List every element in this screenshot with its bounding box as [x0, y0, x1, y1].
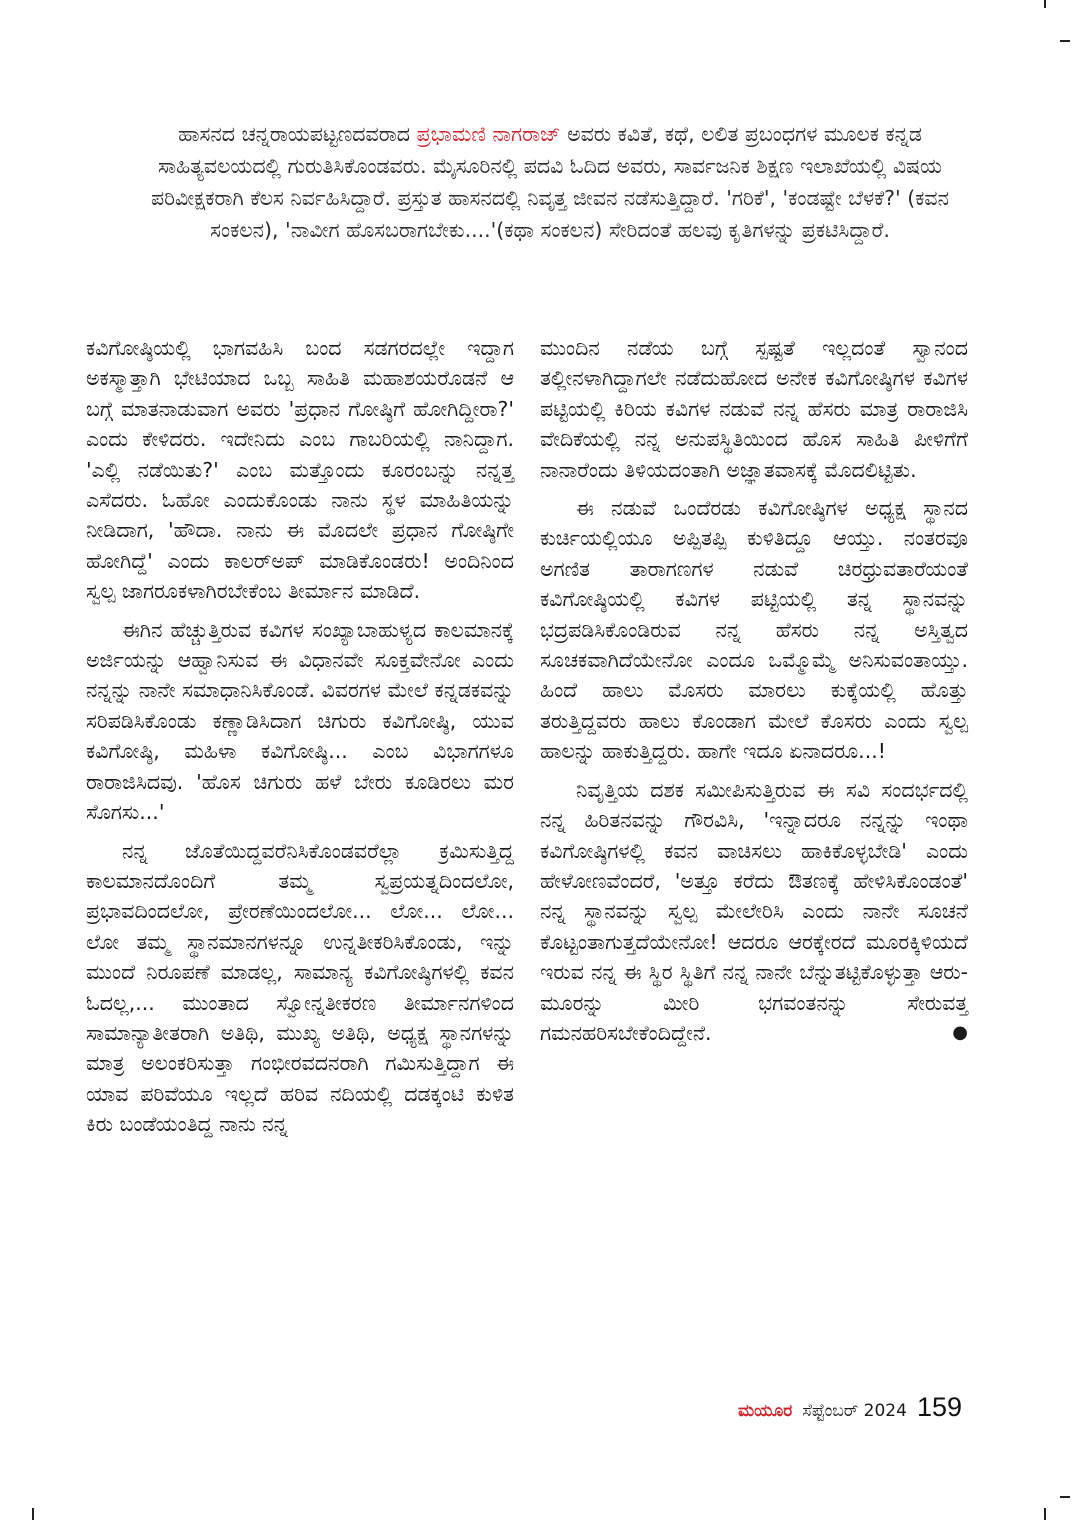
page-number: 159	[916, 1392, 962, 1422]
author-name: ಪ್ರಭಾಮಣಿ ನಾಗರಾಜ್	[416, 122, 561, 146]
paragraph: ಈಗಿನ ಹೆಚ್ಚುತ್ತಿರುವ ಕವಿಗಳ ಸಂಖ್ಯಾಬಾಹುಳ್ಯದ ಕಾಲಮಾನಕ್ಕೆ ಅರ್ಜಿಯನ್ನು ಆಹ್ವಾನಿಸುವ ಈ ವಿಧಾನವೇ ಸೂಕ್ತವೇನೋ ಎಂದು ನನ್ನನ್ನು ನಾನೇ ಸಮಾಧಾನಿಸಿಕೊಂಡೆ. ವಿವರಗಳ ಮೇಲೆ ಕನ್ನಡಕವನ್ನು ಸರಿಪಡಿಸಿಕೊಂಡು ಕಣ್ಣಾಡಿಸಿದಾಗ ಚಿಗುರು ಕವಿಗೋಷ್ಠಿ, ಯುವ ಕವಿಗೋಷ್ಠಿ, ಮಹಿಳಾ ಕವಿಗೋಷ್ಠಿ... ಎಂಬ ವಿಭಾಗಗಳೂ ರಾರಾಜಿಸಿದವು. 'ಹೊಸ ಚಿಗುರು ಹಳೆ ಬೇರು ಕೂಡಿರಲು ಮರ ಸೊಗಸು...'	[86, 617, 514, 825]
issue-date: ಸೆಪ್ಟೆಂಬರ್ 2024	[802, 1401, 907, 1421]
crop-mark-top-right	[1044, 0, 1046, 8]
crop-mark-right-upper	[1060, 40, 1070, 42]
crop-mark-bottom-left	[32, 1508, 34, 1520]
article-column-right	[540, 333, 968, 1056]
paragraph: ಮುಂದಿನ ನಡೆಯ ಬಗ್ಗೆ ಸ್ಪಷ್ಟತೆ ಇಲ್ಲದಂತೆ ಸ್ವಾನಂದ ತಲ್ಲೀನಳಾಗಿದ್ದಾಗಲೇ ನಡೆದುಹೋದ ಅನೇಕ ಕವಿಗೋಷ್ಠಿಗಳ ಕವಿಗಳ ಪಟ್ಟಿಯಲ್ಲಿ ಕಿರಿಯ ಕವಿಗಳ ನಡುವೆ ನನ್ನ ಹೆಸರು ಮಾತ್ರ ರಾರಾಜಿಸಿ ವೇದಿಕೆಯಲ್ಲಿ ನನ್ನ ಅನುಪಸ್ಥಿತಿಯಿಂದ ಹೊಸ ಸಾಹಿತಿ ಪೀಳಿಗೆಗೆ ನಾನಾರೆಂದು ತಿಳಿಯದಂತಾಗಿ ಅಜ್ಞಾತವಾಸಕ್ಕೆ ಮೊದಲಿಟ್ಟಿತು.	[540, 336, 968, 482]
paragraph: ಕವಿಗೋಷ್ಠಿಯಲ್ಲಿ ಭಾಗವಹಿಸಿ ಬಂದ ಸಡಗರದಲ್ಲೇ ಇದ್ದಾಗ ಅಕಸ್ಮಾತ್ತಾಗಿ ಭೇಟಿಯಾದ ಒಬ್ಬ ಸಾಹಿತಿ ಮಹಾಶಯರೊಡನೆ ಆ ಬಗ್ಗೆ ಮಾತನಾಡುವಾಗ ಅವರು 'ಪ್ರಧಾನ ಗೋಷ್ಠಿಗೆ ಹೋಗಿದ್ದೀರಾ?' ಎಂದು ಕೇಳಿದರು. ಇದೇನಿದು ಎಂಬ ಗಾಬರಿಯಲ್ಲಿ ನಾನಿದ್ದಾಗ. 'ಎಲ್ಲಿ ನಡೆಯಿತು?' ಎಂಬ ಮತ್ತೊಂದು ಕೂರಂಬನ್ನು ನನ್ನತ್ತ ಎಸೆದರು. ಓಹೋ ಎಂದುಕೊಂಡು ನಾನು ಸ್ಥಳ ಮಾಹಿತಿಯನ್ನು ನೀಡಿದಾಗ, 'ಹೌದಾ. ನಾನು ಈ ಮೊದಲೇ ಪ್ರಧಾನ ಗೋಷ್ಠಿಗೇ ಹೋಗಿದ್ದೆ' ಎಂದು ಕಾಲರ್‌ಅಪ್ ಮಾಡಿಕೊಂಡರು! ಅಂದಿನಿಂದ ಸ್ವಲ್ಪ ಜಾಗರೂಕಳಾಗಿರಬೇಕೆಂಬ ತೀರ್ಮಾನ ಮಾಡಿದೆ.	[86, 336, 514, 604]
crop-mark-bottom-right	[1044, 1508, 1046, 1520]
end-mark-icon: ●	[952, 1021, 968, 1043]
page-footer	[738, 1392, 962, 1423]
author-bio	[150, 118, 950, 246]
paragraph-final-text: ನಿವೃತ್ತಿಯ ದಶಕ ಸಮೀಪಿಸುತ್ತಿರುವ ಈ ಸವಿ ಸಂದರ್ಭದಲ್ಲಿ ನನ್ನ ಹಿರಿತನವನ್ನು ಗೌರವಿಸಿ, 'ಇನ್ನಾದರೂ ನನ್ನನ್ನು ಇಂಥಾ ಕವಿಗೋಷ್ಠಿಗಳಲ್ಲಿ ಕವನ ವಾಚಿಸಲು ಹಾಕಿಕೊಳ್ಳಬೇಡಿ' ಎಂದು ಹೇಳೋಣವೆಂದರೆ, 'ಅತ್ತೂ ಕರೆದು ಔತಣಕ್ಕೆ ಹೇಳಿಸಿಕೊಂಡಂತೆ' ನನ್ನ ಸ್ಥಾನವನ್ನು ಸ್ವಲ್ಪ ಮೇಲೇರಿಸಿ ಎಂದು ನಾನೇ ಸೂಚನೆ ಕೊಟ್ಟಂತಾಗುತ್ತದೆಯೇನೋ! ಆದರೂ ಆರಕ್ಕೇರದೆ ಮೂರಕ್ಕಿಳಿಯದೆ ಇರುವ ನನ್ನ ಈ ಸ್ಥಿರ ಸ್ಥಿತಿಗೆ ನನ್ನ ನಾನೇ ಬೆನ್ನುತಟ್ಟಿಕೊಳ್ಳುತ್ತಾ ಆರು-ಮೂರನ್ನು ಮೀರಿ ಭಗವಂತನನ್ನು ಸೇರುವತ್ತ ಗಮನಹರಿಸಬೇಕೆಂದಿದ್ದೇನೆ.	[540, 777, 968, 1045]
author-bio-before: ಹಾಸನದ ಚನ್ನರಾಯಪಟ್ಟಣದವರಾದ	[178, 122, 417, 146]
paragraph: ಈ ನಡುವೆ ಒಂದೆರಡು ಕವಿಗೋಷ್ಠಿಗಳ ಅಧ್ಯಕ್ಷ ಸ್ಥಾನದ ಕುರ್ಚಿಯಲ್ಲಿಯೂ ಅಪ್ಪಿತಪ್ಪಿ ಕುಳಿತಿದ್ದೂ ಆಯ್ತು. ನಂತರವೂ ಅಗಣಿತ ತಾರಾಗಣಗಳ ನಡುವೆ ಚಿರಧ್ರುವತಾರೆಯಂತೆ ಕವಿಗೋಷ್ಠಿಯಲ್ಲಿ ಕವಿಗಳ ಪಟ್ಟಿಯಲ್ಲಿ ತನ್ನ ಸ್ಥಾನವನ್ನು ಭದ್ರಪಡಿಸಿಕೊಂಡಿರುವ ನನ್ನ ಹೆಸರು ನನ್ನ ಅಸ್ತಿತ್ವದ ಸೂಚಕವಾಗಿದೆಯೇನೋ ಎಂದೂ ಒಮ್ಮೊಮ್ಮೆ ಅನಿಸುವಂತಾಯ್ತು. ಹಿಂದೆ ಹಾಲು ಮೊಸರು ಮಾರಲು ಕುಕ್ಕೆಯಲ್ಲಿ ಹೊತ್ತು ತರುತ್ತಿದ್ದವರು ಹಾಲು ಕೊಂಡಾಗ ಮೇಲೆ ಕೊಸರು ಎಂದು ಸ್ವಲ್ಪ ಹಾಲನ್ನು ಹಾಕುತ್ತಿದ್ದರು. ಹಾಗೇ ಇದೂ ಏನಾದರೂ...!	[540, 496, 968, 764]
article-column-left	[86, 333, 514, 1148]
crop-mark-right-lower	[1060, 1496, 1070, 1498]
paragraph-final	[540, 775, 968, 1049]
paragraph: ನನ್ನ ಜೊತೆಯಿದ್ದವರೆನಿಸಿಕೊಂಡವರೆಲ್ಲಾ ಕ್ರಮಿಸುತ್ತಿದ್ದ ಕಾಲಮಾನದೊಂದಿಗೆ ತಮ್ಮ ಸ್ವಪ್ರಯತ್ನದಿಂದಲೋ, ಪ್ರಭಾವದಿಂದಲೋ, ಪ್ರೇರಣೆಯಿಂದಲೋ... ಲೋ... ಲೋ... ಲೋ ತಮ್ಮ ಸ್ಥಾನಮಾನಗಳನ್ನೂ ಉನ್ನತೀಕರಿಸಿಕೊಂಡು, ಇನ್ನು ಮುಂದೆ ನಿರೂಪಣೆ ಮಾಡಲ್ಲ, ಸಾಮಾನ್ಯ ಕವಿಗೋಷ್ಠಿಗಳಲ್ಲಿ ಕವನ ಓದಲ್ಲ,... ಮುಂತಾದ ಸ್ವೋನ್ನತೀಕರಣ ತೀರ್ಮಾನಗಳಿಂದ ಸಾಮಾನ್ಯಾತೀತರಾಗಿ ಅತಿಥಿ, ಮುಖ್ಯ ಅತಿಥಿ, ಅಧ್ಯಕ್ಷ ಸ್ಥಾನಗಳನ್ನು ಮಾತ್ರ ಅಲಂಕರಿಸುತ್ತಾ ಗಂಭೀರವದನರಾಗಿ ಗಮಿಸುತ್ತಿದ್ದಾಗ ಈ ಯಾವ ಪರಿವೆಯೂ ಇಲ್ಲದೆ ಹರಿವ ನದಿಯಲ್ಲಿ ದಡಕ್ಕಂಟಿ ಕುಳಿತ ಕಿರು ಬಂಡೆಯಂತಿದ್ದ ನಾನು ನನ್ನ	[86, 838, 514, 1137]
author-bio-after: ಅವರು ಕವಿತೆ, ಕಥೆ, ಲಲಿತ ಪ್ರಬಂಧಗಳ ಮೂಲಕ ಕನ್ನಡ ಸಾಹಿತ್ಯವಲಯದಲ್ಲಿ ಗುರುತಿಸಿಕೊಂಡವರು. ಮೈಸೂರಿನಲ್ಲಿ ಪದವಿ ಓದಿದ ಅವರು, ಸಾರ್ವಜನಿಕ ಶಿಕ್ಷಣ ಇಲಾಖೆಯಲ್ಲಿ ವಿಷಯ ಪರಿವೀಕ್ಷಕರಾಗಿ ಕೆಲಸ ನಿರ್ವಹಿಸಿದ್ದಾರೆ. ಪ್ರಸ್ತುತ ಹಾಸನದಲ್ಲಿ ನಿವೃತ್ತ ಜೀವನ ನಡೆಸುತ್ತಿದ್ದಾರೆ. 'ಗರಿಕೆ', 'ಕಂಡಷ್ಟೇ ಬೆಳಕೆ?' (ಕವನ ಸಂಕಲನ), 'ನಾವೀಗ ಹೊಸಬರಾಗಬೇಕು....'(ಕಥಾ ಸಂಕಲನ) ಸೇರಿದಂತೆ ಹಲವು ಕೃತಿಗಳನ್ನು ಪ್ರಕಟಿಸಿದ್ದಾರೆ.	[151, 122, 949, 242]
magazine-logo: ಮಯೂರ	[738, 1401, 793, 1421]
